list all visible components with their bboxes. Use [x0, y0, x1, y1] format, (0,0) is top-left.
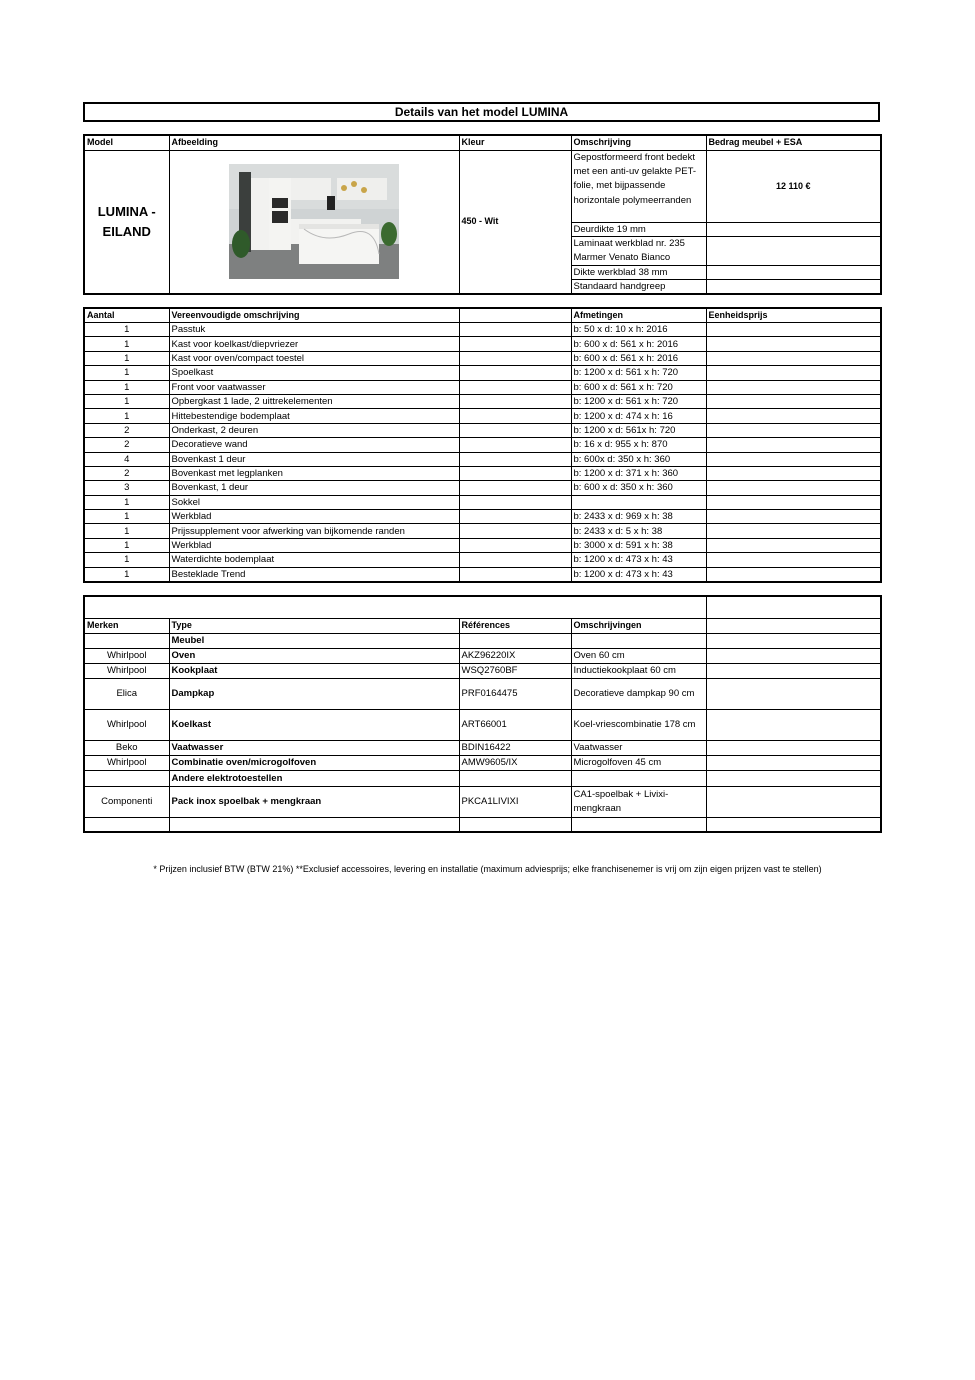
item-dim: b: 3000 x d: 591 x h: 38	[571, 538, 706, 552]
item-price	[706, 323, 881, 337]
model-table	[83, 134, 882, 295]
item-price	[706, 495, 881, 509]
model-image-cell	[169, 150, 459, 294]
empty-cell	[459, 366, 571, 380]
item-dim: b: 1200 x d: 561x h: 720	[571, 423, 706, 437]
item-desc: Bovenkast met legplanken	[169, 466, 459, 480]
item-price	[706, 481, 881, 495]
item-desc: Decoratieve wand	[169, 438, 459, 452]
item-dim: b: 600 x d: 350 x h: 360	[571, 481, 706, 495]
item-dim: b: 1200 x d: 561 x h: 720	[571, 366, 706, 380]
item-qty: 1	[84, 524, 169, 538]
appliance-brand: Beko	[84, 740, 169, 755]
componenti-brand: Componenti	[84, 786, 169, 817]
item-qty: 1	[84, 394, 169, 408]
empty-cell	[459, 481, 571, 495]
item-desc: Kast voor oven/compact toestel	[169, 351, 459, 365]
item-qty: 1	[84, 495, 169, 509]
appliance-ref: AKZ96220IX	[459, 648, 571, 663]
empty-cell	[459, 351, 571, 365]
item-desc: Passtuk	[169, 323, 459, 337]
item-qty: 2	[84, 438, 169, 452]
page-title: Details van het model LUMINA	[83, 102, 880, 122]
empty-cell	[459, 567, 571, 582]
item-qty: 1	[84, 538, 169, 552]
appliance-type: Dampkap	[169, 678, 459, 709]
empty-cell	[459, 452, 571, 466]
item-qty: 1	[84, 409, 169, 423]
item-qty: 1	[84, 351, 169, 365]
header-aantal: Aantal	[84, 308, 169, 323]
table-row	[84, 380, 881, 394]
item-price	[706, 567, 881, 582]
item-price	[706, 366, 881, 380]
empty-cell	[459, 510, 571, 524]
appliance-type: Oven	[169, 648, 459, 663]
empty-cell	[459, 633, 571, 648]
item-desc: Spoelkast	[169, 366, 459, 380]
item-qty: 3	[84, 481, 169, 495]
item-dim: b: 600x d: 350 x h: 360	[571, 452, 706, 466]
item-price	[706, 438, 881, 452]
appliance-type: Kookplaat	[169, 663, 459, 678]
price-value: 12 110 €	[706, 150, 881, 222]
item-price	[706, 394, 881, 408]
empty-cell	[706, 678, 881, 709]
empty-cell	[706, 663, 881, 678]
item-qty: 1	[84, 323, 169, 337]
item-price	[706, 423, 881, 437]
empty-banner-cell	[84, 596, 706, 618]
item-dim: b: 600 x d: 561 x h: 720	[571, 380, 706, 394]
omschrijving-line: Laminaat werkblad nr. 235 Marmer Venato Bianco	[571, 236, 706, 265]
appliances-table	[83, 595, 882, 833]
item-dim: b: 1200 x d: 561 x h: 720	[571, 394, 706, 408]
model-name	[84, 150, 169, 294]
empty-cell	[84, 770, 169, 786]
table-row	[84, 709, 881, 740]
item-desc: Bovenkast, 1 deur	[169, 481, 459, 495]
appliance-type: Vaatwasser	[169, 740, 459, 755]
empty-cell	[459, 524, 571, 538]
item-price	[706, 351, 881, 365]
item-desc: Besteklade Trend	[169, 567, 459, 582]
item-desc: Werkblad	[169, 538, 459, 552]
omschrijving-line: Gepostformeerd front bedekt met een anti-uv gelakte PET-folie, met bijpassende horizontale polymeerranden	[571, 150, 706, 222]
appliance-type: Koelkast	[169, 709, 459, 740]
empty-cell	[571, 633, 706, 648]
header-kleur: Kleur	[459, 135, 571, 150]
empty-cell	[84, 633, 169, 648]
omschrijving-line: Deurdikte 19 mm	[571, 222, 706, 236]
empty-cell	[459, 438, 571, 452]
appliance-brand: Whirlpool	[84, 663, 169, 678]
empty-cell	[706, 740, 881, 755]
empty-cell	[459, 394, 571, 408]
item-desc: Opbergkast 1 lade, 2 uittrekelementen	[169, 394, 459, 408]
empty-cell	[571, 770, 706, 786]
item-dim: b: 600 x d: 561 x h: 2016	[571, 337, 706, 351]
table-row	[84, 495, 881, 509]
table-row	[84, 466, 881, 480]
item-price	[706, 337, 881, 351]
omschrijving-line: Standaard handgreep	[571, 279, 706, 294]
item-qty: 1	[84, 337, 169, 351]
empty-cell	[706, 236, 881, 265]
item-price	[706, 510, 881, 524]
header-eenheidsprijs: Eenheidsprijs	[706, 308, 881, 323]
table-row	[84, 423, 881, 437]
empty-cell	[571, 817, 706, 832]
item-desc: Front voor vaatwasser	[169, 380, 459, 394]
empty-cell	[459, 817, 571, 832]
empty-cell	[84, 817, 169, 832]
empty-cell	[459, 409, 571, 423]
item-qty: 1	[84, 567, 169, 582]
item-dim: b: 1200 x d: 371 x h: 360	[571, 466, 706, 480]
appliance-ref: AMW9605/IX	[459, 755, 571, 770]
item-desc: Bovenkast 1 deur	[169, 452, 459, 466]
table-row	[84, 351, 881, 365]
header-model: Model	[84, 135, 169, 150]
empty-cell	[459, 423, 571, 437]
appliance-desc: Koel-vriescombinatie 178 cm	[571, 709, 706, 740]
model-name-line2: EILAND	[102, 223, 151, 239]
empty-cell	[706, 709, 881, 740]
appliance-type: Combinatie oven/microgolfoven	[169, 755, 459, 770]
table-row	[84, 648, 881, 663]
table-row	[84, 663, 881, 678]
appliance-brand: Whirlpool	[84, 755, 169, 770]
item-price	[706, 466, 881, 480]
empty-cell	[459, 553, 571, 567]
empty-cell	[459, 770, 571, 786]
appliance-desc: Decoratieve dampkap 90 cm	[571, 678, 706, 709]
item-price	[706, 409, 881, 423]
item-price	[706, 524, 881, 538]
omschrijving-line: Dikte werkblad 38 mm	[571, 265, 706, 279]
table-row	[84, 740, 881, 755]
item-price	[706, 538, 881, 552]
empty-cell	[706, 265, 881, 279]
table-row	[84, 755, 881, 770]
section-other: Andere elektrotoestellen	[169, 770, 459, 786]
header-empty	[706, 618, 881, 633]
appliance-desc: Vaatwasser	[571, 740, 706, 755]
header-type: Type	[169, 618, 459, 633]
item-dim: b: 2433 x d: 5 x h: 38	[571, 524, 706, 538]
empty-cell	[459, 337, 571, 351]
item-qty: 1	[84, 380, 169, 394]
items-table	[83, 307, 882, 583]
table-row	[84, 409, 881, 423]
empty-cell	[706, 786, 881, 817]
table-row	[84, 323, 881, 337]
empty-cell	[706, 755, 881, 770]
header-afmetingen: Afmetingen	[571, 308, 706, 323]
item-dim: b: 1200 x d: 474 x h: 16	[571, 409, 706, 423]
empty-cell	[459, 538, 571, 552]
item-qty: 1	[84, 510, 169, 524]
table-row	[84, 481, 881, 495]
appliance-desc: Microgolfoven 45 cm	[571, 755, 706, 770]
empty-cell	[706, 648, 881, 663]
empty-cell	[706, 633, 881, 648]
item-desc: Onderkast, 2 deuren	[169, 423, 459, 437]
table-row	[84, 567, 881, 582]
table-row	[84, 452, 881, 466]
item-price	[706, 452, 881, 466]
item-dim: b: 2433 x d: 969 x h: 38	[571, 510, 706, 524]
model-name-line1: LUMINA -	[97, 203, 156, 219]
componenti-ref: PKCA1LIVIXI	[459, 786, 571, 817]
empty-cell	[706, 279, 881, 294]
table-row	[84, 538, 881, 552]
empty-cell	[706, 817, 881, 832]
header-merken: Merken	[84, 618, 169, 633]
table-row	[84, 394, 881, 408]
table-row	[84, 678, 881, 709]
appliance-ref: PRF0164475	[459, 678, 571, 709]
empty-cell	[459, 495, 571, 509]
item-desc: Werkblad	[169, 510, 459, 524]
empty-cell	[459, 323, 571, 337]
table-row	[84, 510, 881, 524]
componenti-type: Pack inox spoelbak + mengkraan	[169, 786, 459, 817]
appliance-brand: Elica	[84, 678, 169, 709]
header-empty	[459, 308, 571, 323]
empty-cell	[706, 770, 881, 786]
appliance-brand: Whirlpool	[84, 709, 169, 740]
item-qty: 4	[84, 452, 169, 466]
header-bedrag: Bedrag meubel + ESA	[706, 135, 881, 150]
item-qty: 1	[84, 553, 169, 567]
header-omschrijving: Vereenvoudigde omschrijving	[169, 308, 459, 323]
empty-cell	[706, 596, 881, 618]
item-dim: b: 16 x d: 955 x h: 870	[571, 438, 706, 452]
header-omschrijving: Omschrijving	[571, 135, 706, 150]
item-dim: b: 600 x d: 561 x h: 2016	[571, 351, 706, 365]
item-dim	[571, 495, 706, 509]
appliance-desc: Inductiekookplaat 60 cm	[571, 663, 706, 678]
item-desc: Kast voor koelkast/diepvriezer	[169, 337, 459, 351]
table-row	[84, 524, 881, 538]
item-desc: Sokkel	[169, 495, 459, 509]
item-desc: Hittebestendige bodemplaat	[169, 409, 459, 423]
empty-cell	[169, 817, 459, 832]
kleur-value: 450 - Wit	[459, 150, 571, 294]
section-meubel: Meubel	[169, 633, 459, 648]
table-row	[84, 438, 881, 452]
componenti-desc: CA1-spoelbak + Livixi-mengkraan	[571, 786, 706, 817]
item-dim: b: 1200 x d: 473 x h: 43	[571, 567, 706, 582]
item-dim: b: 1200 x d: 473 x h: 43	[571, 553, 706, 567]
kitchen-image	[229, 164, 399, 279]
table-row	[84, 366, 881, 380]
item-price	[706, 553, 881, 567]
item-desc: Prijssupplement voor afwerking van bijkomende randen	[169, 524, 459, 538]
table-row	[84, 553, 881, 567]
appliance-brand: Whirlpool	[84, 648, 169, 663]
appliance-ref: ART66001	[459, 709, 571, 740]
item-qty: 2	[84, 423, 169, 437]
header-afbeelding: Afbeelding	[169, 135, 459, 150]
item-qty: 1	[84, 366, 169, 380]
item-dim: b: 50 x d: 10 x h: 2016	[571, 323, 706, 337]
item-qty: 2	[84, 466, 169, 480]
empty-cell	[706, 222, 881, 236]
footnote: * Prijzen inclusief BTW (BTW 21%) **Exclusief accessoires, levering en installatie (maximum adviesprijs; elke franchisenemer is vrij om zijn eigen prijzen vast te stellen)	[153, 864, 822, 874]
appliance-ref: BDIN16422	[459, 740, 571, 755]
appliance-desc: Oven 60 cm	[571, 648, 706, 663]
table-row	[84, 337, 881, 351]
empty-cell	[459, 380, 571, 394]
item-desc: Waterdichte bodemplaat	[169, 553, 459, 567]
header-references: Références	[459, 618, 571, 633]
appliance-ref: WSQ2760BF	[459, 663, 571, 678]
item-price	[706, 380, 881, 394]
empty-cell	[459, 466, 571, 480]
header-omschrijvingen: Omschrijvingen	[571, 618, 706, 633]
